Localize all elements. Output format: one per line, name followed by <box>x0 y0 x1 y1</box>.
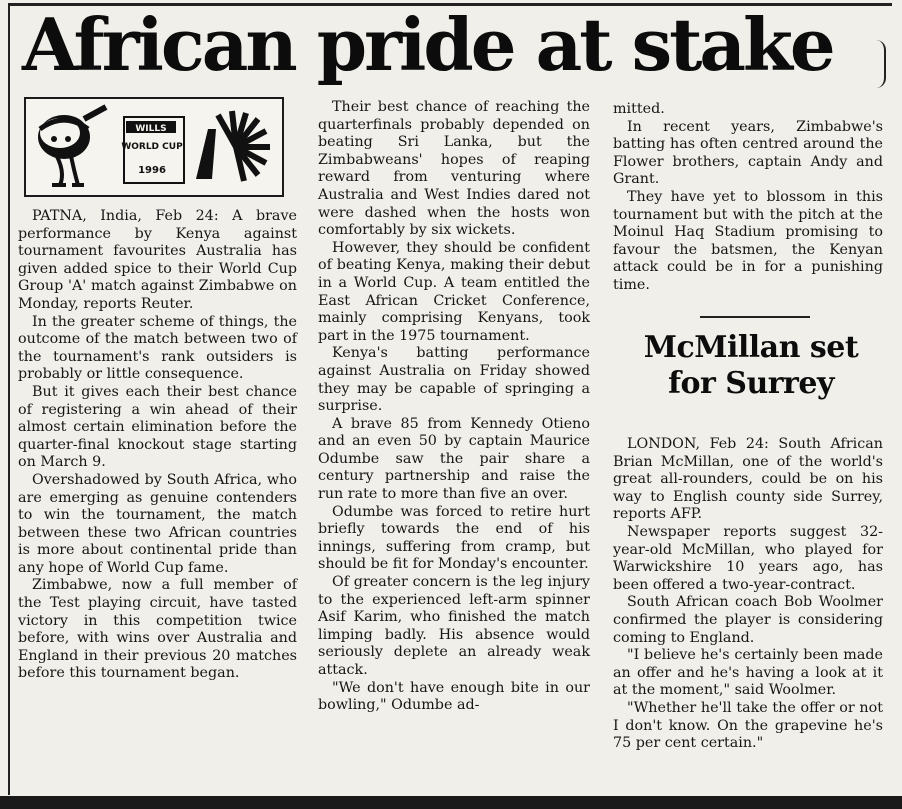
article-separator <box>700 316 810 318</box>
paragraph: Zimbabwe, now a full member of the Test playing circuit, have tasted victory in this competition twice before, with wins over Australia and England in their previous 20 matches before this tournament began. <box>18 577 297 682</box>
paragraph: Their best chance of reaching the quarterfinals probably depended on beating Sri Lanka, but the Zimbabweans' hopes of reaping reward from venturing where Australia and West Indies dared not were dashed when the hosts won comfortably by six wickets. <box>318 99 590 239</box>
svg-text:WORLD CUP: WORLD CUP <box>121 142 183 152</box>
article-column-1 <box>18 208 297 683</box>
paragraph: Kenya's batting performance against Australia on Friday showed they may be capable of springing a surprise. <box>318 345 590 415</box>
left-rule <box>8 3 10 795</box>
paragraph: In the greater scheme of things, the outcome of the match between two of the tournament's rank outsiders is probably or little consequence. <box>18 313 297 383</box>
bottom-rule <box>0 796 902 809</box>
paragraph: A brave 85 from Kennedy Otieno and an even 50 by captain Maurice Odumbe saw the pair share a century partnership and raise the run rate to more than five an over. <box>318 415 590 503</box>
cricket-mascot-icon <box>26 99 282 195</box>
paragraph: South African coach Bob Woolmer confirmed the player is considering coming to England. <box>613 594 883 646</box>
article-2-body <box>613 436 883 753</box>
paragraph: "We don't have enough bite in our bowling," Odumbe ad- <box>318 679 590 714</box>
paragraph: PATNA, India, Feb 24: A brave performance by Kenya against tournament favourites Australia has given added spice to their World Cup Group 'A' match against Zimbabwe on Monday, reports Reuter. <box>18 208 297 312</box>
paragraph: In recent years, Zimbabwe's batting has often centred around the Flower brothers, captain Andy and Grant. <box>613 118 883 188</box>
paragraph: Newspaper reports suggest 32-year-old McMillan, who played for Warwickshire 10 years ago, has been offered a two-year-contract. <box>613 523 883 593</box>
secondary-headline: McMillan set for Surrey <box>643 330 859 401</box>
clipping-edge <box>876 40 886 88</box>
paragraph: Overshadowed by South Africa, who are emerging as genuine contenders to win the tournament, the match between these two African countries is more about continental pride than any hope of World Cup fame. <box>18 471 297 576</box>
paragraph: Odumbe was forced to retire hurt briefly towards the end of his innings, suffering from cramp, but should be fit for Monday's encounter. <box>318 503 590 573</box>
paragraph: However, they should be confident of beating Kenya, making their debut in a World Cup. A team entitled the East African Cricket Conference, mainly comprising Kenyans, took part in the 1975 tournament. <box>318 239 590 344</box>
article-column-3 <box>613 101 883 295</box>
paragraph: "I believe he's certainly been made an offer and he's having a look at it at the moment," said Woolmer. <box>613 647 883 699</box>
paragraph: "Whether he'll take the offer or not I don't know. On the grapevine he's 75 per cent certain." <box>613 699 883 752</box>
paragraph: mitted. <box>613 101 665 117</box>
main-headline: African pride at stake <box>22 2 833 87</box>
world-cup-logo <box>24 97 284 197</box>
paragraph: They have yet to blossom in this tournament but with the pitch at the Moinul Haq Stadium promising to favour the batsmen, the Kenyan attack could be in for a punishing time. <box>613 188 883 293</box>
paragraph: But it gives each their best chance of registering a win ahead of their almost certain elimination before the quarter-final knockout stage starting on March 9. <box>18 383 297 471</box>
paragraph: LONDON, Feb 24: South African Brian McMillan, one of the world's great all-rounders, could be on his way to English county side Surrey, reports AFP. <box>613 436 883 523</box>
article-column-2 <box>318 99 590 715</box>
paragraph: Of greater concern is the leg injury to the experienced left-arm spinner Asif Karim, who finished the match limping badly. His absence would seriously deplete an already weak attack. <box>318 574 590 678</box>
svg-text:WILLS: WILLS <box>135 124 167 134</box>
svg-text:1996: 1996 <box>138 165 166 176</box>
